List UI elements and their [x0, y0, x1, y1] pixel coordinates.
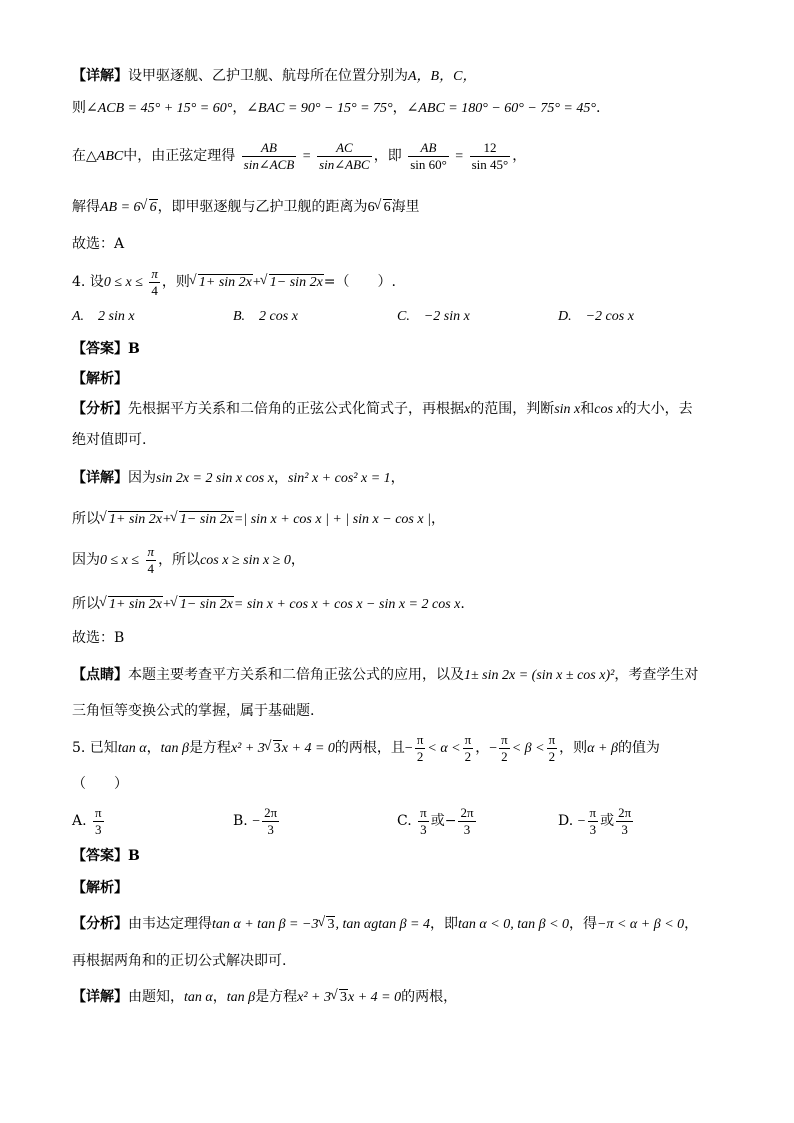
- vieta-product: , tan αgtan β = 4: [335, 917, 431, 932]
- vieta-sum: tan α + tan β = −3: [212, 917, 319, 932]
- paragraph-solution: [72, 197, 734, 218]
- sqrt-3: √ 3: [265, 729, 282, 769]
- unit: 海里: [391, 199, 420, 215]
- q4-analysis: [72, 399, 734, 420]
- fraction-pi-over-4: $\frac{\pi}{4}$: [147, 543, 155, 576]
- fraction-ac-over-sin-abc: $\frac{AC}{\text{sin∠ABC}}$: [319, 139, 370, 172]
- fraction-pi-over-2: $\frac{\pi}{2}$: [548, 731, 556, 764]
- analysis-tag: 【分析】: [72, 401, 128, 417]
- angle-acb-eq: ∠ACB = 45° + 15° = 60°: [86, 101, 233, 116]
- sep: ，: [392, 100, 407, 116]
- text: 先根据平方关系和二倍角的正弦公式化简式子，再根据: [128, 401, 464, 417]
- inequality: < α <: [427, 741, 461, 756]
- text: 因为: [128, 470, 156, 486]
- plus: +: [163, 512, 171, 527]
- question-number: 5. 已知: [72, 740, 118, 756]
- inequality: < β <: [511, 741, 545, 756]
- text: 是方程: [255, 989, 298, 1005]
- text: ，则: [559, 740, 588, 756]
- text: 所以: [72, 596, 100, 612]
- answer-label: 【答案】B: [72, 341, 140, 357]
- comma: ，: [512, 148, 527, 164]
- fraction: $\frac{2\pi}{3}$: [264, 804, 278, 837]
- text-lead: 则: [72, 100, 86, 116]
- option-b[interactable]: [233, 801, 281, 842]
- text: ，: [146, 740, 161, 756]
- text: 由题知，: [128, 989, 184, 1005]
- text-mid: ，则: [161, 274, 190, 290]
- condition: 0 ≤ x ≤: [103, 275, 143, 290]
- label: A.: [72, 813, 87, 829]
- fraction: $\frac{\pi}{3}$: [420, 804, 427, 837]
- text: ，: [212, 989, 227, 1005]
- text-lead: 解得: [72, 199, 100, 215]
- range: −π < α + β < 0: [597, 917, 685, 932]
- option-d[interactable]: D. −2 cos x: [558, 309, 634, 324]
- equation-part: x + 4 = 0: [347, 990, 402, 1005]
- detail-tag: 【详解】: [72, 989, 128, 1005]
- pythagorean-identity: sin² x + cos² x = 1: [287, 471, 391, 486]
- text: ，得: [569, 916, 598, 932]
- question-4-options: [72, 307, 732, 327]
- minus: −: [577, 814, 586, 829]
- fraction: $\frac{2\pi}{3}$: [460, 804, 474, 837]
- distance-value: 6: [367, 200, 375, 215]
- analysis-label: 【解析】: [72, 880, 128, 896]
- text: ，考查学生对: [614, 667, 699, 683]
- text: 和: [580, 401, 595, 417]
- equation-part: x + 4 = 0: [281, 741, 335, 756]
- text: 的两根，且: [334, 740, 405, 756]
- sqrt-1-minus-sin2x: √ 1− sin 2x: [171, 510, 234, 530]
- sqrt-1-plus-sin2x: √ 1+ sin 2x: [100, 510, 163, 530]
- q4-detail-line2: [72, 509, 734, 530]
- cos-x: cos x: [594, 402, 623, 417]
- fraction-pi-over-2: $\frac{\pi}{2}$: [464, 731, 472, 764]
- text: 本题主要考查平方关系和二倍角正弦公式的应用，以及: [128, 667, 464, 683]
- tan-alpha: tan α: [117, 741, 147, 756]
- option-c[interactable]: [397, 801, 478, 841]
- q4-detail-line4: [72, 594, 734, 615]
- period: .: [595, 100, 601, 116]
- equals: =: [302, 149, 311, 164]
- analysis-tag: 【分析】: [72, 916, 128, 932]
- sep: ，: [232, 100, 247, 116]
- text: ，: [290, 552, 305, 568]
- triangle-abc: △ABC: [86, 149, 124, 164]
- text-mid2: ，即: [373, 148, 402, 164]
- paragraph-sine-law: [72, 136, 734, 177]
- option-c[interactable]: C. −2 sin x: [397, 309, 470, 324]
- fraction-pi-over-4: $\frac{\pi}{4}$: [151, 265, 158, 298]
- text: ，: [430, 511, 445, 527]
- text: ，所以: [158, 552, 201, 568]
- q5-analysis-line2: 再根据两角和的正切公式解决即可.: [72, 953, 287, 969]
- question-end: =（ ）.: [323, 274, 396, 290]
- question-5: [72, 728, 734, 769]
- equation-part: x² + 3: [297, 990, 331, 1005]
- fraction: $\frac{2\pi}{3}$: [618, 804, 632, 837]
- q4-analysis-line2: 绝对值即可.: [72, 432, 147, 448]
- minus: −: [489, 741, 498, 756]
- equals: =: [455, 149, 464, 164]
- text: 所以: [72, 511, 100, 527]
- fraction-ab-over-sin60: $\frac{AB}{\sin 60^\circ}$: [410, 139, 447, 172]
- result-expression: = sin x + cos x + cos x − sin x = 2 cos x: [233, 597, 461, 612]
- label: C.: [397, 813, 412, 829]
- sqrt-1-minus-sin2x: √ 1− sin 2x: [261, 263, 324, 303]
- sin-x: sin x: [554, 402, 581, 417]
- text-mid: ，即甲驱逐舰与乙护卫舰的距离为: [157, 199, 368, 215]
- sqrt-1-minus-sin2x: √ 1− sin 2x: [171, 595, 234, 615]
- sign-condition: tan α < 0, tan β < 0: [458, 917, 570, 932]
- label: B.: [233, 813, 248, 829]
- sqrt-1-plus-sin2x: √ 1+ sin 2x: [100, 595, 163, 615]
- question-number: 4. 设: [72, 274, 104, 290]
- q4-detail-line1: [72, 468, 734, 489]
- text: ，: [684, 916, 699, 932]
- detail-text: 设甲驱逐舰、乙护卫舰、航母所在位置分别为: [128, 68, 408, 84]
- text: ，: [273, 470, 288, 486]
- q4-comment: [72, 665, 734, 686]
- q4-detail-line3: [72, 540, 734, 581]
- inequality: cos x ≥ sin x ≥ 0: [200, 553, 291, 568]
- text: 因为: [72, 552, 100, 568]
- question-5-blank: （ ）: [72, 776, 128, 792]
- text: 的范围，判断: [470, 401, 555, 417]
- q4-choice: 故选：B: [72, 630, 125, 646]
- label: D.: [558, 813, 574, 829]
- fraction-12-over-sin45: $\frac{12}{\sin 45^\circ}$: [471, 139, 509, 172]
- minus: −: [252, 814, 261, 829]
- text: ，: [475, 740, 490, 756]
- option-a[interactable]: [72, 801, 106, 841]
- alpha-plus-beta: α + β: [587, 741, 618, 756]
- tan-beta: tan β: [160, 741, 189, 756]
- plus: +: [252, 275, 261, 290]
- or: 或: [600, 813, 615, 829]
- fraction-ab-over-sin-acb: $\frac{AB}{\text{sin∠ACB}}$: [243, 139, 295, 172]
- sqrt-6-b: √ 6: [375, 198, 392, 218]
- q4-comment-line2: 三角恒等变换公式的掌握，属于基础题.: [72, 703, 315, 719]
- text: 是方程: [188, 740, 231, 756]
- answer-label: 【答案】B: [72, 848, 140, 864]
- or: 或−: [430, 813, 457, 829]
- text: 的两根，: [401, 989, 458, 1005]
- sqrt-6: √ 6: [141, 198, 158, 218]
- option-b[interactable]: B. 2 cos x: [233, 309, 298, 324]
- fraction-pi-over-2: $\frac{\pi}{2}$: [416, 731, 424, 764]
- position-vars: A，B，C，: [408, 69, 477, 84]
- q5-analysis: [72, 914, 734, 935]
- var-x: x: [464, 402, 471, 417]
- detail-tag: 【详解】: [72, 68, 128, 84]
- text: ，: [390, 470, 405, 486]
- paragraph-detail-intro: [72, 66, 734, 87]
- option-a[interactable]: A. 2 sin x: [72, 309, 135, 324]
- equation-part: x² + 3: [230, 741, 265, 756]
- angle-abc-eq: ∠ABC = 180° − 60° − 75° = 45°: [406, 101, 596, 116]
- option-d[interactable]: [558, 801, 635, 842]
- fraction: $\frac{\pi}{3}$: [95, 804, 102, 837]
- text-mid: 中，由正弦定理得: [123, 148, 236, 164]
- minus: −: [404, 741, 413, 756]
- q5-detail: [72, 987, 734, 1008]
- sqrt-1-plus-sin2x: √ 1+ sin 2x: [190, 263, 253, 303]
- tan-beta: tan β: [226, 990, 256, 1005]
- analysis-label: 【解析】: [72, 371, 128, 387]
- paragraph-angles: [72, 98, 734, 119]
- condition: 0 ≤ x ≤: [100, 553, 140, 568]
- double-angle-formula: sin 2x = 2 sin x cos x: [156, 471, 274, 486]
- detail-tag: 【详解】: [72, 470, 128, 486]
- text: ，即: [430, 916, 459, 932]
- plus: +: [163, 597, 171, 612]
- tan-alpha: tan α: [184, 990, 213, 1005]
- question-4: [72, 262, 734, 303]
- abs-expression: =| sin x + cos x | + | sin x − cos x |: [233, 512, 431, 527]
- text-lead: 在: [72, 148, 86, 164]
- identity-formula: 1± sin 2x = (sin x ± cos x)²: [464, 668, 615, 683]
- text: .: [460, 596, 465, 612]
- angle-bac-eq: ∠BAC = 90° − 15° = 75°: [246, 101, 393, 116]
- ab-equals: AB = 6: [100, 200, 141, 215]
- fraction: $\frac{\pi}{3}$: [589, 804, 597, 837]
- question-5-options: [72, 801, 732, 841]
- fraction-pi-over-2: $\frac{\pi}{2}$: [501, 731, 508, 764]
- choice-a-line: 故选：A: [72, 236, 125, 252]
- comment-tag: 【点睛】: [72, 667, 128, 683]
- text: 的大小，去: [622, 401, 693, 417]
- text: 的值为: [617, 740, 660, 756]
- sqrt-3: √ 3: [318, 915, 335, 935]
- sqrt-3: √ 3: [331, 988, 348, 1008]
- text: 由韦达定理得: [128, 916, 212, 932]
